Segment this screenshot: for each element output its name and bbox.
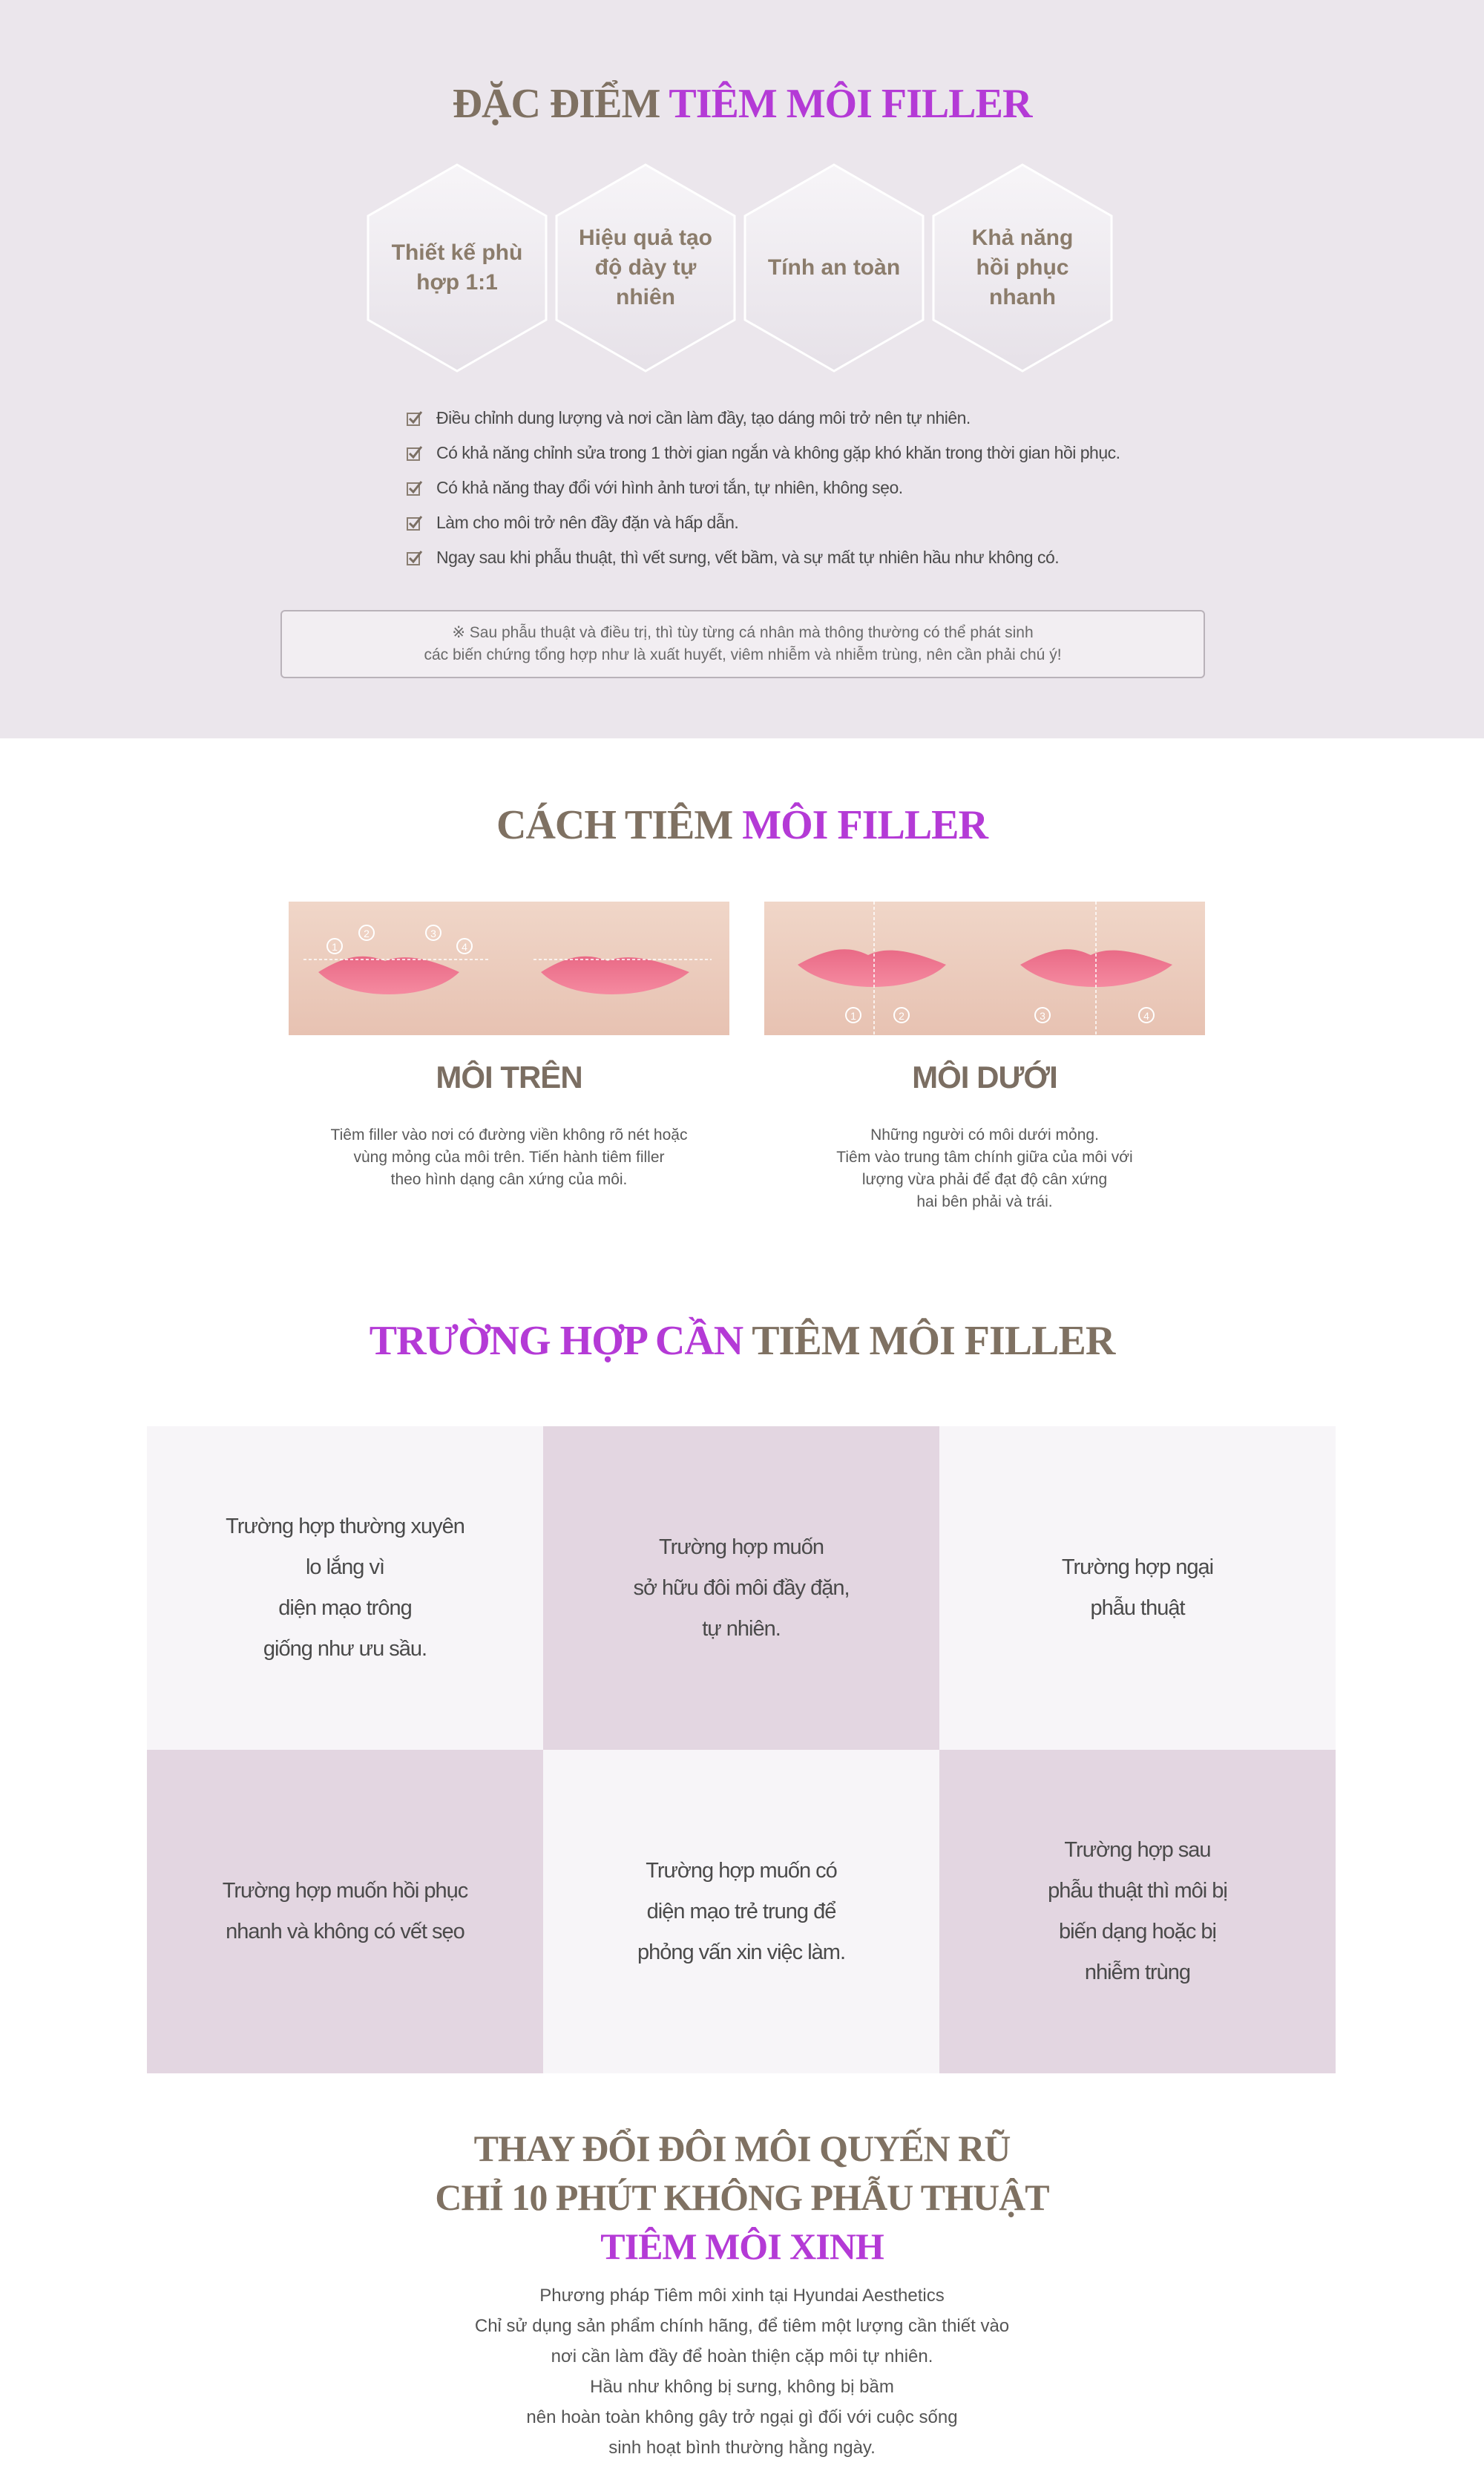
checkbox-checked-icon [407,410,423,427]
svg-text:1: 1 [332,941,338,953]
notice-line: ※ Sau phẫu thuật và điều trị, thì tùy từng cá nhân mà thông thường có thể phát sinh [452,624,1034,641]
features-title-highlight: TIÊM MÔI FILLER [669,81,1032,127]
hexagon-label: Khả năng hồi phục nhanh [971,226,1074,309]
feature-hexagon-4 [932,163,1113,373]
feature-hexagon-1 [367,163,548,373]
case-cell-1: Trường hợp thường xuyên lo lắng vì diện mạo trông giống như ưu sầu. [147,1426,543,1750]
promo-body: Phương pháp Tiêm môi xinh tại Hyundai Aesthetics Chỉ sử dụng sản phẩm chính hãng, để tiêm một lượng cần thiết vào nơi cần làm đầy để hoàn thiện cặp môi tự nhiên. Hầu như không bị sưng, không bị bầm nên hoàn toàn không gây trở ngại gì đối với cuộc sống sinh hoạt bình thường hằng ngày. [474,2286,1010,2458]
svg-text:3: 3 [430,928,436,939]
svg-text:2: 2 [899,1010,904,1022]
lower-lip-photo [764,902,1205,1035]
warning-notice-box [280,610,1205,678]
checklist-item: Làm cho môi trở nên đầy đặn và hấp dẫn. [407,505,1223,540]
feature-hexagon-2 [555,163,736,373]
promo-title-line: THAY ĐỔI ĐÔI MÔI QUYẾN RŨ [473,2128,1011,2169]
feature-checklist [407,401,1223,575]
svg-text:3: 3 [1040,1010,1045,1022]
promo-title-line: CHỈ 10 PHÚT KHÔNG PHẪU THUẬT [435,2176,1049,2218]
case-cell-3: Trường hợp ngại phẫu thuật [939,1426,1336,1750]
hexagon-label: Hiệu quả tạo độ dày tự nhiên [578,226,712,309]
checklist-item: Ngay sau khi phẫu thuật, thì vết sưng, vết bầm, và sự mất tự nhiên hầu như không có. [407,540,1223,575]
checklist-item: Có khả năng thay đổi với hình ảnh tươi tắn, tự nhiên, không sẹo. [407,470,1223,505]
lower-lip-heading: MÔI DƯỚI [912,1060,1057,1095]
checkbox-checked-icon [407,480,423,496]
promo-title [0,2124,1484,2271]
promo-title-highlight: TIÊM MÔI XINH [600,2225,884,2267]
features-title [0,80,1484,128]
features-section [0,0,1484,738]
svg-text:2: 2 [364,928,370,939]
svg-text:4: 4 [462,941,467,953]
cases-title [0,1317,1484,1365]
svg-text:4: 4 [1143,1010,1149,1022]
method-title-part1: CÁCH TIÊM [496,802,743,848]
case-cell-4: Trường hợp muốn hồi phục nhanh và không có vết sẹo [147,1750,543,2073]
svg-text:1: 1 [850,1010,856,1022]
checklist-item: Có khả năng chỉnh sửa trong 1 thời gian ngắn và không gặp khó khăn trong thời gian hồi phục. [407,436,1223,470]
features-title-part1: ĐẶC ĐIỂM [452,81,669,127]
case-cell-6: Trường hợp sau phẫu thuật thì môi bị biến dạng hoặc bị nhiễm trùng [939,1750,1336,2073]
cases-title-part2: TIÊM MÔI FILLER [752,1318,1115,1364]
case-cell-5: Trường hợp muốn có diện mạo trẻ trung để phỏng vấn xin việc làm. [543,1750,939,2073]
hexagon-label: Tính an toàn [767,255,901,280]
notice-line: các biến chứng tổng hợp như là xuất huyết, viêm nhiễm và nhiễm trùng, nên cần phải chú ý! [424,646,1062,663]
checkbox-checked-icon [407,515,423,531]
upper-lip-heading: MÔI TRÊN [436,1060,582,1095]
method-title [0,801,1484,849]
checkbox-checked-icon [407,550,423,566]
upper-lip-photo [289,902,729,1035]
feature-hexagon-3 [743,163,925,373]
method-title-highlight: MÔI FILLER [742,802,988,848]
cases-title-highlight: TRƯỜNG HỢP CẦN [369,1318,752,1364]
checklist-item: Điều chỉnh dung lượng và nơi cần làm đầy, tạo dáng môi trở nên tự nhiên. [407,401,1223,436]
upper-lip-description: Tiêm filler vào nơi có đường viền không rõ nét hoặc vùng mỏng của môi trên. Tiến hành tiêm filler theo hình dạng cân xứng của môi. [330,1126,688,1188]
case-cell-2: Trường hợp muốn sở hữu đôi môi đầy đặn, tự nhiên. [543,1426,939,1750]
lower-lip-description: Những người có môi dưới mỏng. Tiêm vào trung tâm chính giữa của môi với lượng vừa phải để đạt độ cân xứng hai bên phải và trái. [836,1126,1133,1210]
checkbox-checked-icon [407,445,423,462]
hexagon-label: Thiết kế phù hợp 1:1 [391,240,523,295]
